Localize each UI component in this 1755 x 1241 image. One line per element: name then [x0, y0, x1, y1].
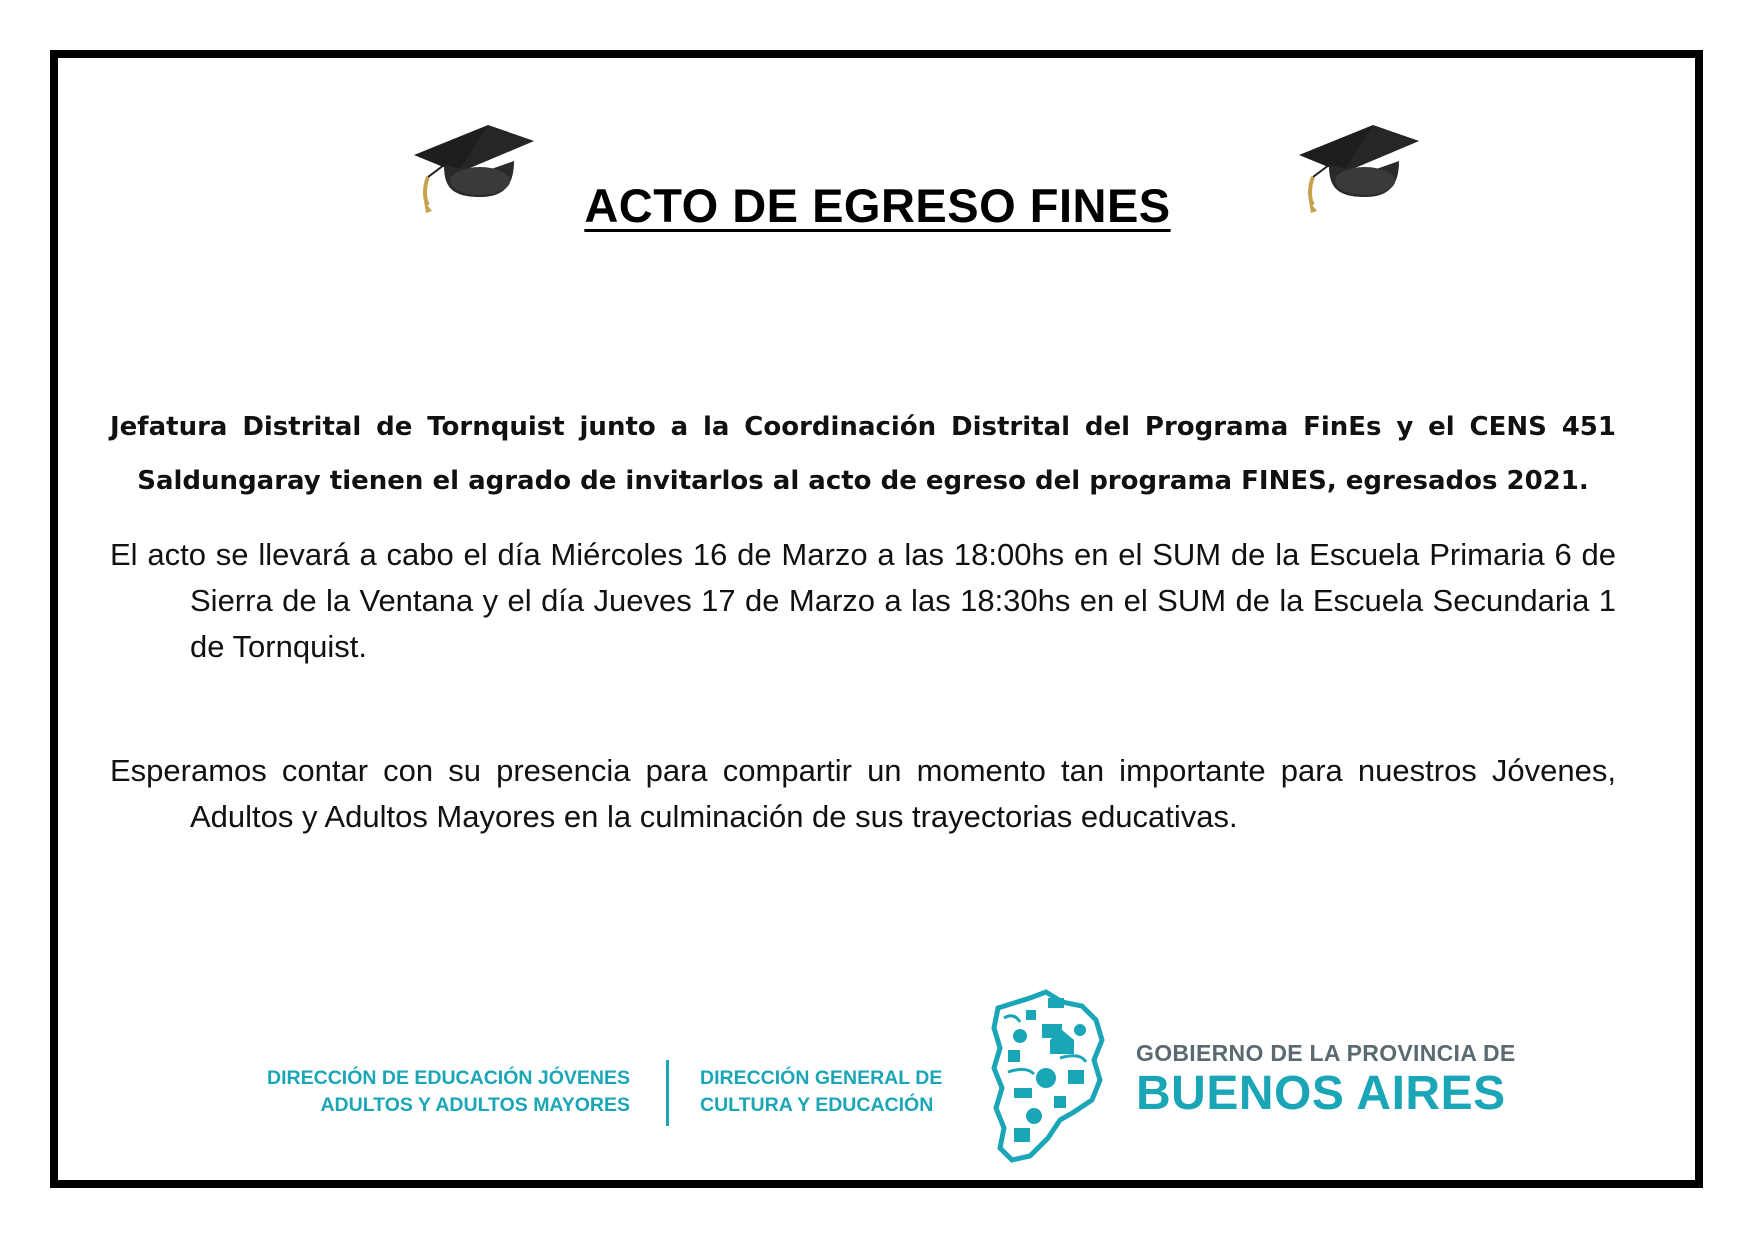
intro-paragraph: Jefatura Distrital de Tornquist junto a la Coordinación Distrital del Programa FinEs y el CENS 451 Saldungaray tienen el agrado de invitarlos al acto de egreso del programa FINES, egresados 2021. [110, 412, 1616, 496]
event-details-paragraph: El acto se llevará a cabo el día Miércoles 16 de Marzo a las 18:00hs en el SUM de la Escuela Primaria 6 de Sierra de la Ventana y el día Jueves 17 de Marzo a las 18:30hs en el SUM de la Escuela Secundaria 1 de Tornquist. [110, 537, 1616, 664]
direccion-jovenes-logo-text [250, 1065, 630, 1119]
direccion-general-logo-text [700, 1065, 970, 1119]
closing-paragraph: Esperamos contar con su presencia para compartir un momento tan importante para nuestros Jóvenes, Adultos y Adultos Mayores en la culminación de sus trayectorias educativas. [110, 753, 1616, 834]
gobierno-line2: BUENOS AIRES [1136, 1067, 1506, 1120]
footer-divider [666, 1060, 669, 1126]
direccion-general-line2: CULTURA Y EDUCACIÓN [700, 1094, 934, 1116]
direccion-jovenes-line1: DIRECCIÓN DE EDUCACIÓN JÓVENES [267, 1067, 630, 1089]
direccion-jovenes-line2: ADULTOS Y ADULTOS MAYORES [320, 1094, 630, 1116]
gobierno-buenos-aires-logo [1136, 1040, 1516, 1122]
gobierno-line1: GOBIERNO DE LA PROVINCIA DE [1136, 1040, 1516, 1066]
province-map-icon [990, 988, 1110, 1163]
direccion-general-line1: DIRECCIÓN GENERAL DE [700, 1067, 943, 1089]
page-title-text: ACTO DE EGRESO FINES [584, 179, 1171, 232]
page-title [0, 178, 1755, 233]
